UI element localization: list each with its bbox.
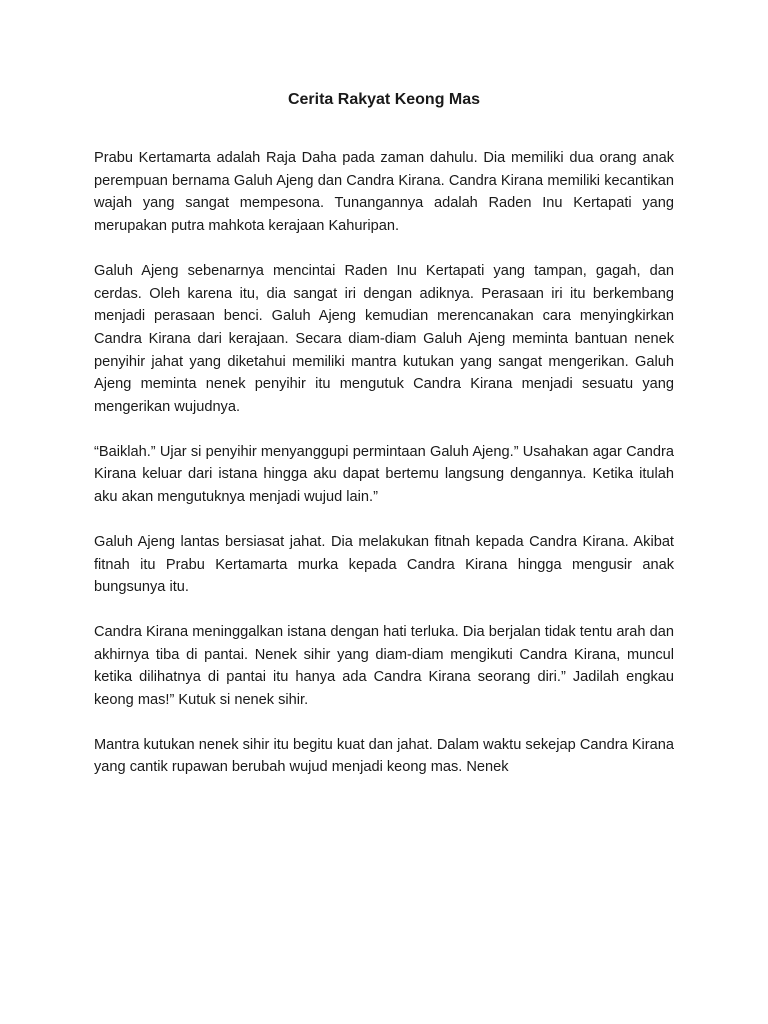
paragraph-2: Galuh Ajeng sebenarnya mencintai Raden Inu Kertapati yang tampan, gagah, dan cerdas. Oleh karena itu, dia sangat iri dengan adiknya. Perasaan iri itu berkembang menjadi perasaan benci. Galuh Ajeng kemudian merencanakan cara menyingkirkan Candra Kirana dari kerajaan. Secara diam-diam Galuh Ajeng meminta bantuan nenek penyihir jahat yang diketahui memiliki mantra kutukan yang sangat mengerikan. Galuh Ajeng meminta nenek penyihir itu mengutuk Candra Kirana menjadi sesuatu yang mengerikan wujudnya. [94,262,674,416]
paragraph-4: Galuh Ajeng lantas bersiasat jahat. Dia melakukan fitnah kepada Candra Kirana. Akibat fitnah itu Prabu Kertamarta murka kepada Candra Kirana hingga mengusir anak bungsunya itu. [94,533,674,596]
document-title: Cerita Rakyat Keong Mas [287,91,481,108]
paragraph-5: Candra Kirana meninggalkan istana dengan hati terluka. Dia berjalan tidak tentu arah dan akhirnya tiba di pantai. Nenek sihir yang diam-diam mengikuti Candra Kirana, muncul ketika dilihatnya di pantai itu hanya ada Candra Kirana seorang diri.” Jadilah engkau keong mas!” Kutuk si nenek sihir. [94,623,674,709]
paragraph-3: “Baiklah.” Ujar si penyihir menyanggupi permintaan Galuh Ajeng.” Usahakan agar Candra Kirana keluar dari istana hingga aku dapat bertemu langsung dengannya. Ketika itulah aku akan mengutuknya menjadi wujud lain.” [94,443,674,506]
paragraph-6: Mantra kutukan nenek sihir itu begitu kuat dan jahat. Dalam waktu sekejap Candra Kirana yang cantik rupawan berubah wujud menjadi keong mas. Nenek [94,736,674,776]
document-body [94,147,674,801]
paragraph-1: Prabu Kertamarta adalah Raja Daha pada zaman dahulu. Dia memiliki dua orang anak perempuan bernama Galuh Ajeng dan Candra Kirana. Candra Kirana memiliki kecantikan wajah yang sangat mempesona. Tunangannya adalah Raden Inu Kertapati yang merupakan putra mahkota kerajaan Kahuripan. [94,150,674,235]
